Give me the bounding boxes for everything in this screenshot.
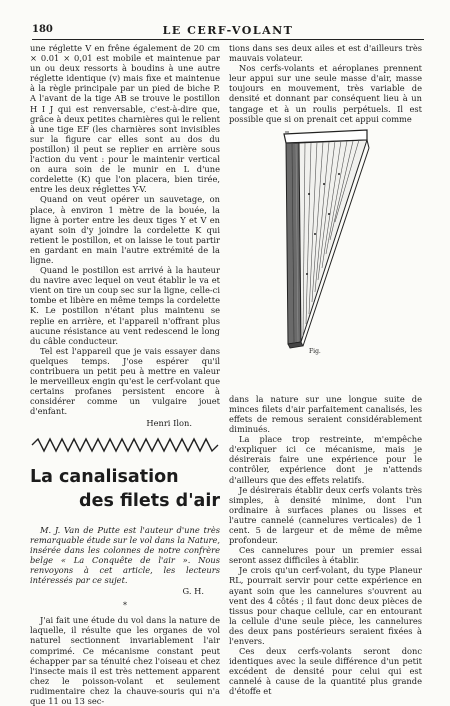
article-title-line-2: des filets d'air — [79, 490, 220, 511]
paragraph: Ces cannelures pour un premier essai seront assez difficiles à établir. — [229, 545, 422, 566]
paragraph: Je crois qu'un cerf-volant, du type Planeur RL, pourrait servir pour cette expérience en ayant soin que les cannelures s'ouvrent au vent des 4 côtés ; il faut donc deux pièces de tissus pour chaque cellule, car en entourant la cellule d'une seule pièce, les cannelures des deux pans postérieurs seraient fixées à l'envers. — [229, 565, 422, 646]
page-header — [32, 24, 424, 38]
paragraph: Quand le postillon est arrivé à la hauteur du navire avec lequel on veut établir le va et vient on tire un coup sec sur la ligne, celle-ci tombe et libère en même temps la cordelette K. Le postillon n'étant plus maintenu se replie en arrière, et l'appareil n'offrant plus aucune résistance au vent redescend le long du câble conducteur. — [30, 265, 220, 346]
running-title: LE CERF-VOLANT — [162, 24, 294, 37]
paragraph: une réglette V en frêne également de 20 cm × 0.01 × 0,01 est mobile et maintenue par un ou deux ressorts à boudins à une autre réglette identique (v) mais fixe et maintenue à la règle principale par un pied de biche P. A l'avant de la tige AB se trouve le postillon H I J qui est renversable, c'est-à-dire que, grâce à deux petites charnières qui le relient à une tige EF (les charnières sont invisibles sur la figure car elles sont au dos du postillon) il peut se replier en arrière sous l'action du vent : pour le maintenir vertical on aura soin de le munir en L d'une cordelette (K) que l'on placera, bien tirée, entre les deux réglettes Y-V. — [30, 43, 220, 195]
left-column — [30, 43, 220, 706]
section-separator: * — [123, 601, 127, 611]
paragraph: Ces deux cerfs-volants seront donc identiques avec la seule différence d'un petit excédent de densité pour celui qui est cannelé à cause de la quantité plus grande d'étoffe et — [229, 646, 422, 697]
article-title-line-1: La canalisation — [30, 466, 179, 487]
zigzag-divider — [30, 435, 220, 455]
paragraph: Quand on veut opérer un sauvetage, on place, à environ 1 mètre de la bouée, la ligne à porter entre les deux tiges Y et V en ayant soin d'y joindre la cordelette K qui retient le postillon, et on laisse le tout partir en gardant en main l'autre extrémité de la ligne. — [30, 194, 220, 265]
paragraph: J'ai fait une étude du vol dans la nature de laquelle, il résulte que les organes de vol naturel sectionnent invariablement l'air comprimé. Ce mécanisme constant peut échapper par sa ténuité chez l'oiseau et chez l'insecte mais il est très nettement apparent chez le poisson-volant et seulement rudimentaire chez la chauve-souris qui n'a que 11 ou 13 sec- — [30, 615, 220, 706]
article-intro: M. J. Van de Putte est l'auteur d'une très remarquable étude sur le vol dans la Nature, insérée dans les colonnes de notre confrère belge « La Conquête de l'air ». Nous renvoyons à cet article, les lecteurs intéressés par ce sujet. — [30, 524, 220, 586]
paragraph: Nos cerfs-volants et aéroplanes prennent leur appui sur une seule masse d'air, masse toujours en mouvement, très variable de densité et donnant par conséquent lieu à un tangage et à un roulis perpétuels. Il est possible que si on prenait cet appui comme — [229, 63, 422, 124]
intro-signature: G. H. — [182, 586, 204, 597]
fluted-kite-illustration — [229, 124, 422, 394]
author-signature: Henri Ilon. — [146, 418, 192, 429]
paragraph: La place trop restreinte, m'empêche d'expliquer ici ce mécanisme, mais je désirerais faire une expérience pour le contrôler, expérience dont je n'attends d'ailleurs que des effets relatifs. — [229, 434, 422, 485]
page-number: 180 — [32, 24, 53, 35]
header-rule — [32, 39, 424, 40]
paragraph: dans la nature sur une longue suite de minces filets d'air parfaitement canalisés, les effets de remous seraient considérablement diminués. — [229, 393, 422, 435]
paragraph: Je désirerais établir deux cerfs volants très simples, à densité minime, dont l'un ordinaire à surfaces planes ou lisses et l'autre cannelé (cannelures verticales) de 1 cent. 5 de largeur et de même de même profondeur. — [229, 484, 422, 546]
paragraph: tions dans ses deux ailes et est d'ailleurs très mauvais volateur. — [229, 43, 422, 64]
figure-label: Fig. — [309, 347, 321, 355]
paragraph: Tel est l'appareil que je vais essayer dans quelques temps. J'ose espérer qu'il contribuera un petit peu à mettre en valeur le merveilleux engin qu'est le cerf-volant que certains profanes persistent encore à considérer comme un vulgaire jouet d'enfant. — [30, 345, 220, 417]
right-column — [229, 43, 422, 697]
kite-figure — [229, 124, 422, 394]
